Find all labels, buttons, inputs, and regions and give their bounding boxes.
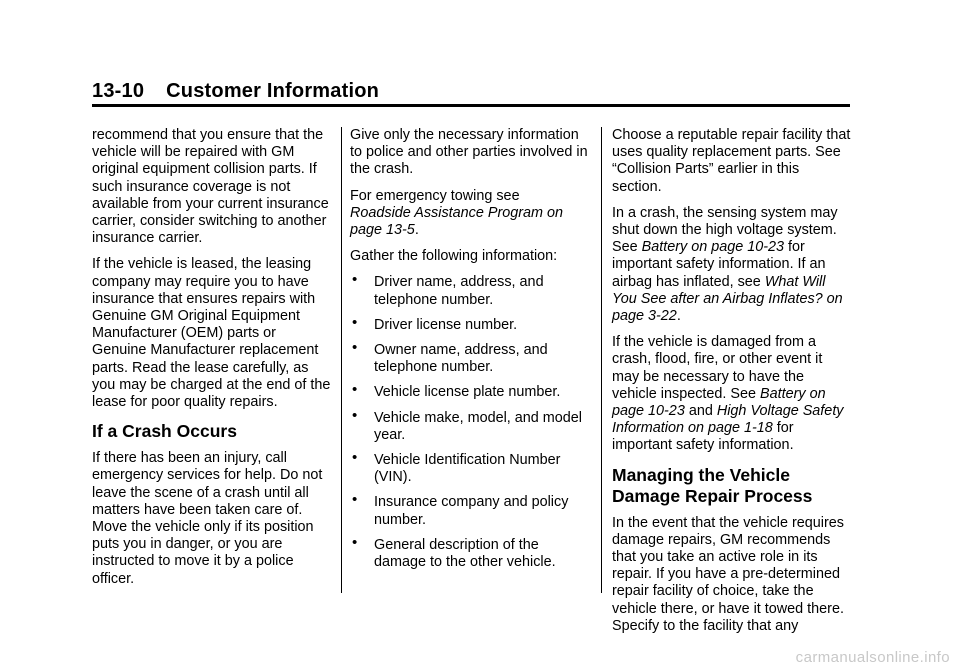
text: In a crash, the sensing system may shut down the high voltage system. See <box>612 204 838 256</box>
column-1 <box>92 127 332 597</box>
paragraph: recommend that you ensure that the vehicle will be repaired with GM original equipment collision parts. If such insurance coverage is not available from your current insurance carrier, consider switching to another insurance carrier. <box>92 127 329 247</box>
list-item: • Vehicle license plate number. <box>350 384 590 401</box>
cross-reference-link[interactable]: Battery on page 10-23 <box>641 239 785 256</box>
paragraph <box>612 205 852 325</box>
page-header <box>92 80 379 103</box>
paragraph: In the event that the vehicle requires damage repairs, GM recommends that you take an active role in its repair. If you have a pre-determined repair facility of choice, take the vehicle there, or have it towed there. Specify to the facility that any <box>612 514 844 634</box>
column-divider <box>341 127 342 593</box>
header-rule <box>92 104 850 107</box>
text: . <box>676 308 681 325</box>
column-3 <box>612 127 852 644</box>
paragraph: Choose a reputable repair facility that uses quality replacement parts. See “Collision Parts” earlier in this section. <box>612 127 851 195</box>
section-title: Customer Information <box>166 80 380 102</box>
section-heading: If a Crash Occurs <box>92 421 237 442</box>
text: . <box>414 222 419 239</box>
list-item: • Owner name, address, and telephone number. <box>350 342 590 376</box>
section-heading: Managing the Vehicle Damage Repair Process <box>612 464 813 506</box>
paragraph: If the vehicle is leased, the leasing company may require you to have insurance that ensures repairs with Genuine GM Original Equipment Manufacturer (OEM) parts or Genuine Manufacturer replacement parts. Read the lease carefully, as you may be charged at the end of the lease for poor quality repairs. <box>92 256 331 411</box>
watermark-link[interactable]: carmanualsonline.info <box>795 649 950 666</box>
paragraph <box>350 188 590 240</box>
paragraph: If there has been an injury, call emergency services for help. Do not leave the scene of a crash until all matters have been taken care of. Move the vehicle only if its position puts you in danger, or you are instructed to move it by a police officer. <box>92 450 323 587</box>
paragraph: Gather the following information: <box>350 248 558 265</box>
text: For emergency towing see <box>350 187 520 204</box>
text: and <box>684 403 717 420</box>
column-2 <box>350 127 590 579</box>
cross-reference-link[interactable]: High Voltage Safety Information on page 1-18 <box>612 403 844 437</box>
paragraph <box>612 334 852 454</box>
cross-reference-link[interactable]: Battery on page 10-23 <box>612 385 826 420</box>
list-item: • General description of the damage to the other vehicle. <box>350 537 590 571</box>
page-number: 13-10 <box>92 80 145 102</box>
list-item: • Driver license number. <box>350 317 590 334</box>
paragraph: Give only the necessary information to police and other parties involved in the crash. <box>350 127 588 178</box>
text: for important safety information. If an airbag has inflated, see <box>612 239 826 290</box>
list-item: • Vehicle make, model, and model year. <box>350 410 590 444</box>
cross-reference-link[interactable]: What Will You See after an Airbag Inflates? on page 3-22 <box>612 273 843 325</box>
list-item: • Insurance company and policy number. <box>350 494 590 528</box>
text: for important safety information. <box>612 420 794 454</box>
info-list <box>350 274 590 571</box>
cross-reference-link[interactable]: Roadside Assistance Program on page 13-5 <box>350 204 564 239</box>
column-divider <box>601 127 602 593</box>
list-item: • Driver name, address, and telephone number. <box>350 274 590 308</box>
text: If the vehicle is damaged from a crash, flood, fire, or other event it may be necessary to have the vehicle inspected. See <box>612 334 823 402</box>
list-item: • Vehicle Identification Number (VIN). <box>350 452 590 486</box>
